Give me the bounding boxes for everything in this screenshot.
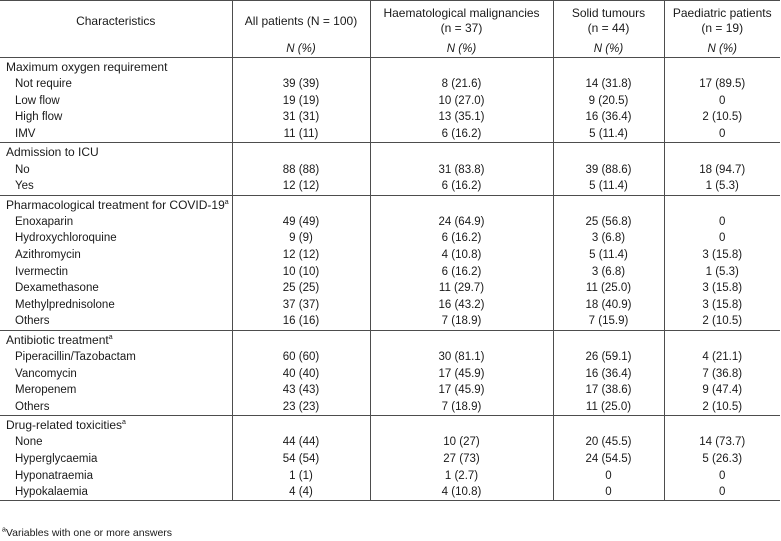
table-cell: 17 (45.9) bbox=[370, 382, 553, 399]
table-cell: 25 (25) bbox=[232, 280, 370, 297]
table-cell: 10 (27) bbox=[370, 434, 553, 451]
table-cell: 3 (15.8) bbox=[664, 280, 780, 297]
table-cell: 40 (40) bbox=[232, 365, 370, 382]
header-paediatric bbox=[664, 1, 780, 42]
table-cell: 4 (10.8) bbox=[370, 484, 553, 501]
table-row bbox=[0, 313, 780, 330]
table-row bbox=[0, 484, 780, 501]
table-row bbox=[0, 230, 780, 247]
table-cell: 43 (43) bbox=[232, 382, 370, 399]
table-cell: 3 (15.8) bbox=[664, 247, 780, 264]
table-cell: 12 (12) bbox=[232, 178, 370, 195]
table-cell: 7 (36.8) bbox=[664, 365, 780, 382]
row-label: Ivermectin bbox=[15, 265, 69, 278]
header-paed-line2: (n = 19) bbox=[701, 21, 744, 35]
footnote-marker: a bbox=[122, 419, 126, 427]
table-body bbox=[0, 58, 780, 501]
table-cell: 3 (6.8) bbox=[553, 230, 664, 247]
table-cell: 6 (16.2) bbox=[370, 126, 553, 143]
table-cell: 11 (25.0) bbox=[553, 280, 664, 297]
table-cell: 24 (64.9) bbox=[370, 214, 553, 231]
table-cell: 0 bbox=[664, 484, 780, 501]
section-header-row bbox=[0, 416, 780, 435]
table-cell: 0 bbox=[664, 93, 780, 110]
table-cell: 19 (19) bbox=[232, 93, 370, 110]
table-cell: 1 (5.3) bbox=[664, 178, 780, 195]
row-label: Methylprednisolone bbox=[15, 298, 115, 311]
table-cell: 2 (10.5) bbox=[664, 109, 780, 126]
row-label: Enoxaparin bbox=[15, 215, 74, 228]
row-label: None bbox=[15, 436, 43, 449]
section-title bbox=[0, 58, 232, 77]
section-header-row bbox=[0, 330, 780, 349]
section-empty-cell bbox=[553, 58, 664, 77]
table-row bbox=[0, 467, 780, 484]
footnote-marker: a bbox=[224, 198, 229, 206]
section-empty-cell bbox=[553, 143, 664, 162]
header-solid-line1: Solid tumours bbox=[571, 6, 646, 20]
table-cell: 3 (15.8) bbox=[664, 297, 780, 314]
table-cell: 6 (16.2) bbox=[370, 230, 553, 247]
table-cell: 39 (39) bbox=[232, 76, 370, 93]
header-solid-tumours bbox=[553, 1, 664, 42]
table-cell: 30 (81.1) bbox=[370, 349, 553, 366]
section-empty-cell bbox=[553, 416, 664, 435]
row-label: Hypokalaemia bbox=[0, 484, 232, 501]
table-cell: 10 (10) bbox=[232, 263, 370, 280]
table-cell: 16 (36.4) bbox=[553, 365, 664, 382]
row-label: Hydroxychloroquine bbox=[15, 232, 117, 245]
section-title-text: Admission to ICU bbox=[6, 145, 99, 160]
table-cell: 0 bbox=[664, 467, 780, 484]
section-header-row bbox=[0, 143, 780, 162]
section-title bbox=[0, 330, 232, 349]
table-cell: 0 bbox=[664, 230, 780, 247]
row-label: Hyperglycaemia bbox=[15, 452, 98, 465]
table-cell: 3 (6.8) bbox=[553, 263, 664, 280]
header-haematological bbox=[370, 1, 553, 42]
table-row bbox=[0, 434, 780, 451]
table-cell: 16 (16) bbox=[232, 313, 370, 330]
table-cell: 44 (44) bbox=[232, 434, 370, 451]
table-cell: 4 (21.1) bbox=[664, 349, 780, 366]
table-row bbox=[0, 178, 780, 195]
header-solid-line2: (n = 44) bbox=[587, 21, 630, 35]
table-cell: 60 (60) bbox=[232, 349, 370, 366]
row-label: Low flow bbox=[15, 94, 60, 107]
section-empty-cell bbox=[232, 330, 370, 349]
table-cell: 88 (88) bbox=[232, 161, 370, 178]
table-cell: 4 (10.8) bbox=[370, 247, 553, 264]
row-label: Others bbox=[15, 315, 50, 328]
row-label: No bbox=[15, 163, 30, 176]
table-cell: 13 (35.1) bbox=[370, 109, 553, 126]
section-empty-cell bbox=[664, 195, 780, 214]
section-title bbox=[0, 195, 232, 214]
table-cell: 9 (47.4) bbox=[664, 382, 780, 399]
table-cell: 24 (54.5) bbox=[553, 451, 664, 468]
table-row bbox=[0, 297, 780, 314]
table-cell: 11 (29.7) bbox=[370, 280, 553, 297]
row-label: Piperacillin/Tazobactam bbox=[15, 351, 136, 364]
subheader-cell: N (%) bbox=[664, 41, 780, 58]
table-cell: 27 (73) bbox=[370, 451, 553, 468]
table-row bbox=[0, 109, 780, 126]
table-row bbox=[0, 399, 780, 416]
header-all-patients: All patients (N = 100) bbox=[232, 1, 370, 42]
table-cell: 14 (31.8) bbox=[553, 76, 664, 93]
section-empty-cell bbox=[232, 195, 370, 214]
subheader-cell: N (%) bbox=[232, 41, 370, 58]
table-cell: 25 (56.8) bbox=[553, 214, 664, 231]
section-header-row bbox=[0, 195, 780, 214]
section-empty-cell bbox=[370, 195, 553, 214]
header-row bbox=[0, 1, 780, 42]
row-label: Hyponatraemia bbox=[15, 469, 93, 482]
table-row bbox=[0, 451, 780, 468]
row-label: IMV bbox=[15, 128, 36, 141]
table-cell: 8 (21.6) bbox=[370, 76, 553, 93]
table-cell: 37 (37) bbox=[232, 297, 370, 314]
table-cell: 6 (16.2) bbox=[370, 263, 553, 280]
table-cell: 7 (18.9) bbox=[370, 313, 553, 330]
header-haem-line2: (n = 37) bbox=[440, 21, 483, 35]
table-cell: 9 (20.5) bbox=[553, 93, 664, 110]
row-label: Azithromycin bbox=[15, 249, 81, 262]
table-row bbox=[0, 126, 780, 143]
table-cell: 17 (45.9) bbox=[370, 365, 553, 382]
footnote-marker: a bbox=[2, 526, 6, 534]
table-cell: 16 (43.2) bbox=[370, 297, 553, 314]
header-paed-line1: Paediatric patients bbox=[672, 6, 772, 20]
table-cell: 17 (38.6) bbox=[553, 382, 664, 399]
table-cell: 6 (16.2) bbox=[370, 178, 553, 195]
table-cell: 5 (11.4) bbox=[553, 178, 664, 195]
section-empty-cell bbox=[370, 416, 553, 435]
section-title-text: Maximum oxygen requirement bbox=[6, 60, 168, 74]
table-cell: 5 (11.4) bbox=[553, 126, 664, 143]
subheader-cell: N (%) bbox=[553, 41, 664, 58]
row-label: Yes bbox=[15, 180, 34, 193]
section-empty-cell bbox=[553, 195, 664, 214]
table-cell: 0 bbox=[664, 126, 780, 143]
footnote bbox=[2, 527, 172, 539]
table-row bbox=[0, 349, 780, 366]
section-empty-cell bbox=[553, 330, 664, 349]
table-cell: 49 (49) bbox=[232, 214, 370, 231]
section-empty-cell bbox=[664, 143, 780, 162]
table-cell: 31 (31) bbox=[232, 109, 370, 126]
table-cell: 7 (18.9) bbox=[370, 399, 553, 416]
table-cell: 2 (10.5) bbox=[664, 313, 780, 330]
row-label: Meropenem bbox=[15, 384, 77, 397]
section-empty-cell bbox=[370, 330, 553, 349]
table-row bbox=[0, 161, 780, 178]
table-cell: 1 (1) bbox=[232, 467, 370, 484]
table-cell: 7 (15.9) bbox=[553, 313, 664, 330]
table-cell: 31 (83.8) bbox=[370, 161, 553, 178]
table-cell: 9 (9) bbox=[232, 230, 370, 247]
row-label: Others bbox=[15, 400, 50, 413]
section-header-row bbox=[0, 58, 780, 77]
table-row bbox=[0, 214, 780, 231]
subheader-cell: N (%) bbox=[370, 41, 553, 58]
section-title bbox=[0, 416, 232, 435]
table-row bbox=[0, 93, 780, 110]
table-cell: 16 (36.4) bbox=[553, 109, 664, 126]
table-cell: 18 (40.9) bbox=[553, 297, 664, 314]
table-cell: 18 (94.7) bbox=[664, 161, 780, 178]
table-cell: 5 (11.4) bbox=[553, 247, 664, 264]
table-row bbox=[0, 247, 780, 264]
table-cell: 0 bbox=[553, 484, 664, 501]
row-label: Vancomycin bbox=[15, 367, 77, 380]
table-cell: 17 (89.5) bbox=[664, 76, 780, 93]
row-label: High flow bbox=[15, 111, 63, 124]
table-cell: 14 (73.7) bbox=[664, 434, 780, 451]
table-row bbox=[0, 263, 780, 280]
table-cell: 54 (54) bbox=[232, 451, 370, 468]
table-row bbox=[0, 76, 780, 93]
subheader-row bbox=[0, 41, 780, 58]
header-characteristics: Characteristics bbox=[0, 1, 232, 42]
section-empty-cell bbox=[664, 58, 780, 77]
footnote-marker: a bbox=[108, 333, 113, 341]
table-cell: 1 (2.7) bbox=[370, 467, 553, 484]
section-empty-cell bbox=[664, 416, 780, 435]
subheader-empty bbox=[0, 41, 232, 58]
section-title bbox=[0, 143, 232, 162]
table-cell: 23 (23) bbox=[232, 399, 370, 416]
section-empty-cell bbox=[370, 143, 553, 162]
section-empty-cell bbox=[232, 58, 370, 77]
table-cell: 2 (10.5) bbox=[664, 399, 780, 416]
table-cell: 0 bbox=[664, 214, 780, 231]
row-label: Dexamethasone bbox=[15, 282, 99, 295]
table-cell: 0 bbox=[553, 467, 664, 484]
table-cell: 11 (11) bbox=[232, 126, 370, 143]
table-cell: 4 (4) bbox=[232, 484, 370, 501]
table-cell: 12 (12) bbox=[232, 247, 370, 264]
table-cell: 1 (5.3) bbox=[664, 263, 780, 280]
section-empty-cell bbox=[370, 58, 553, 77]
section-empty-cell bbox=[232, 416, 370, 435]
table-cell: 10 (27.0) bbox=[370, 93, 553, 110]
table-row bbox=[0, 382, 780, 399]
table-cell: 20 (45.5) bbox=[553, 434, 664, 451]
table-row bbox=[0, 365, 780, 382]
header-haem-line1: Haematological malignancies bbox=[383, 6, 540, 20]
section-title-text: Antibiotic treatment bbox=[6, 332, 109, 347]
section-empty-cell bbox=[232, 143, 370, 162]
table-cell: 39 (88.6) bbox=[553, 161, 664, 178]
row-label: Not require bbox=[15, 78, 72, 91]
table-cell: 11 (25.0) bbox=[553, 399, 664, 416]
section-title-text: Drug-related toxicities bbox=[6, 418, 123, 433]
section-title-text: Pharmacological treatment for COVID-19 bbox=[6, 197, 225, 212]
footnote-text: Variables with one or more answers bbox=[5, 527, 173, 539]
table-cell: 26 (59.1) bbox=[553, 349, 664, 366]
table-cell: 5 (26.3) bbox=[664, 451, 780, 468]
table-row bbox=[0, 280, 780, 297]
section-empty-cell bbox=[664, 330, 780, 349]
